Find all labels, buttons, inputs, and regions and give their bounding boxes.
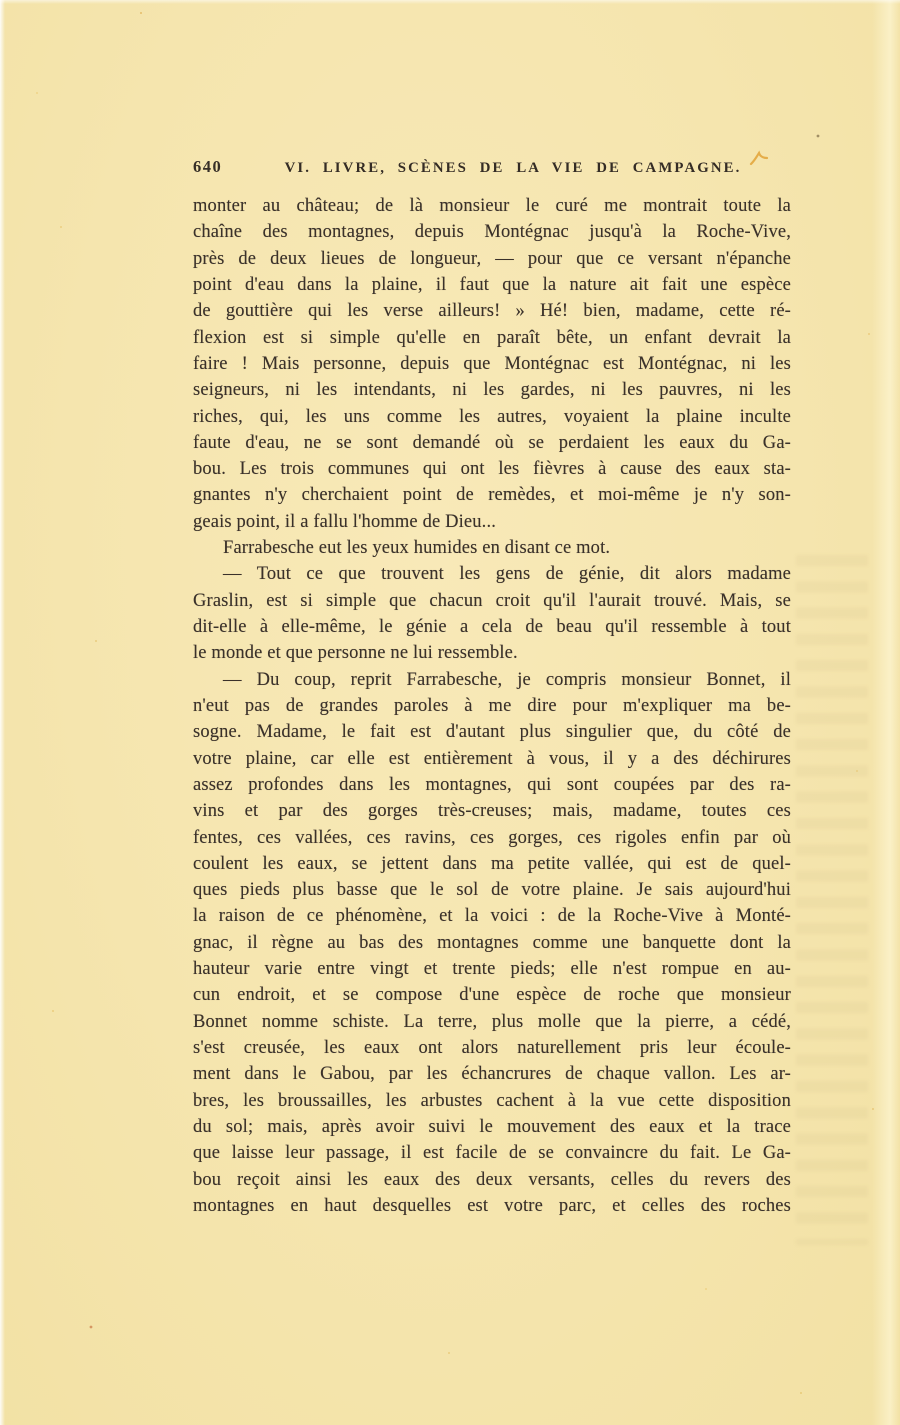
text-line: que laisse leur passage, il est facile de se convaincre du fait. Le Ga- (193, 1143, 791, 1164)
text-line: la raison de ce phénomène, et la voici : de la Roche-Vive à Monté- (193, 906, 791, 927)
text-line: — Du coup, reprit Farrabesche, je compris monsieur Bonnet, il (223, 669, 791, 690)
text-line: bres, les broussailles, les arbustes cachent à la vue cette disposition (193, 1090, 791, 1111)
text-line: de gouttière qui les verse ailleurs! » Hé! bien, madame, cette ré- (193, 301, 791, 322)
text-line: bou reçoit ainsi les eaux des deux versants, celles du revers des (193, 1169, 791, 1190)
text-line: hauteur varie entre vingt et trente pieds; elle n'est rompue en au- (193, 959, 791, 980)
page-number: 640 (193, 157, 223, 176)
text-line: près de deux lieues de longueur, — pour que ce versant n'épanche (193, 248, 791, 269)
text-line: montagnes en haut desquelles est votre parc, et celles des roches (193, 1195, 791, 1216)
text-line: seigneurs, ni les intendants, ni les gardes, ni les pauvres, ni les (193, 380, 791, 401)
text-line: le monde et que personne ne lui ressemble. (193, 643, 518, 664)
text-line: riches, qui, les uns comme les autres, voyaient la plaine inculte (193, 406, 791, 427)
text-line: Farrabesche eut les yeux humides en disant ce mot. (223, 538, 611, 559)
page-header (193, 157, 791, 180)
text-line: cun endroit, et se compose d'une espèce de roche que monsieur (193, 985, 791, 1006)
text-line: du sol; mais, après avoir suivi le mouvement des eaux et la trace (193, 1116, 791, 1137)
text-line: — Tout ce que trouvent les gens de génie, dit alors madame (223, 564, 791, 585)
text-line: n'eut pas de grandes paroles à me dire pour m'expliquer ma be- (193, 695, 791, 716)
text-block (193, 193, 791, 1219)
text-line: assez profondes dans les montagnes, qui sont coupées par des ra- (193, 774, 791, 795)
text-line: Graslin, est si simple que chacun croit qu'il l'aurait trouvé. Mais, se (193, 590, 791, 611)
paper-specks (0, 0, 2, 2)
text-line: point d'eau dans la plaine, il faut que la nature ait fait une espèce (193, 274, 791, 295)
reverse-page-showthrough (796, 555, 868, 1245)
running-head: VI. LIVRE, SCÈNES DE LA VIE DE CAMPAGNE. (284, 160, 742, 176)
text-line: s'est creusée, les eaux ont alors naturellement pris leur écoule- (193, 1038, 791, 1058)
text-line: coulent les eaux, se jettent dans ma petite vallée, qui est de quel- (193, 853, 791, 874)
text-line: flexion est si simple qu'elle en paraît bête, un enfant devrait la (193, 327, 791, 348)
text-line: faute d'eau, ne se sont demandé où se perdaient les eaux du Ga- (193, 432, 791, 453)
text-line: bou. Les trois communes qui ont les fièvres à cause des eaux sta- (193, 459, 791, 480)
text-line: monter au château; de là monsieur le curé me montrait toute la (193, 196, 791, 216)
text-line: sogne. Madame, le fait est d'autant plus singulier que, du côté de (193, 722, 791, 743)
page-content (193, 157, 791, 1219)
text-line: gnantes n'y cherchaient point de remèdes, et moi-même je n'y son- (193, 485, 791, 506)
text-line: gnac, il règne au bas des montagnes comme une banquette dont la (193, 932, 791, 953)
text-line: chaîne des montagnes, depuis Montégnac jusqu'à la Roche-Vive, (193, 222, 791, 243)
text-line: votre plaine, car elle est entièrement à vous, il y a des déchirures (193, 748, 791, 769)
text-line: vins et par des gorges très-creuses; mais, madame, toutes ces (193, 801, 791, 822)
text-line: geais point, il a fallu l'homme de Dieu... (193, 511, 496, 532)
text-line: fentes, ces vallées, ces ravins, ces gorges, ces rigoles enfin par où (193, 827, 791, 848)
text-line: dit-elle à elle-même, le génie a cela de beau qu'il ressemble à tout (193, 617, 791, 637)
text-line: Bonnet nomme schiste. La terre, plus molle que la pierre, a cédé, (193, 1011, 791, 1032)
text-line: ques pieds plus basse que le sol de votre plaine. Je sais aujourd'hui (193, 880, 791, 901)
text-line: ment dans le Gabou, par les échancrures de chaque vallon. Les ar- (193, 1064, 791, 1085)
text-line: faire ! Mais personne, depuis que Montégnac est Montégnac, ni les (193, 353, 791, 374)
